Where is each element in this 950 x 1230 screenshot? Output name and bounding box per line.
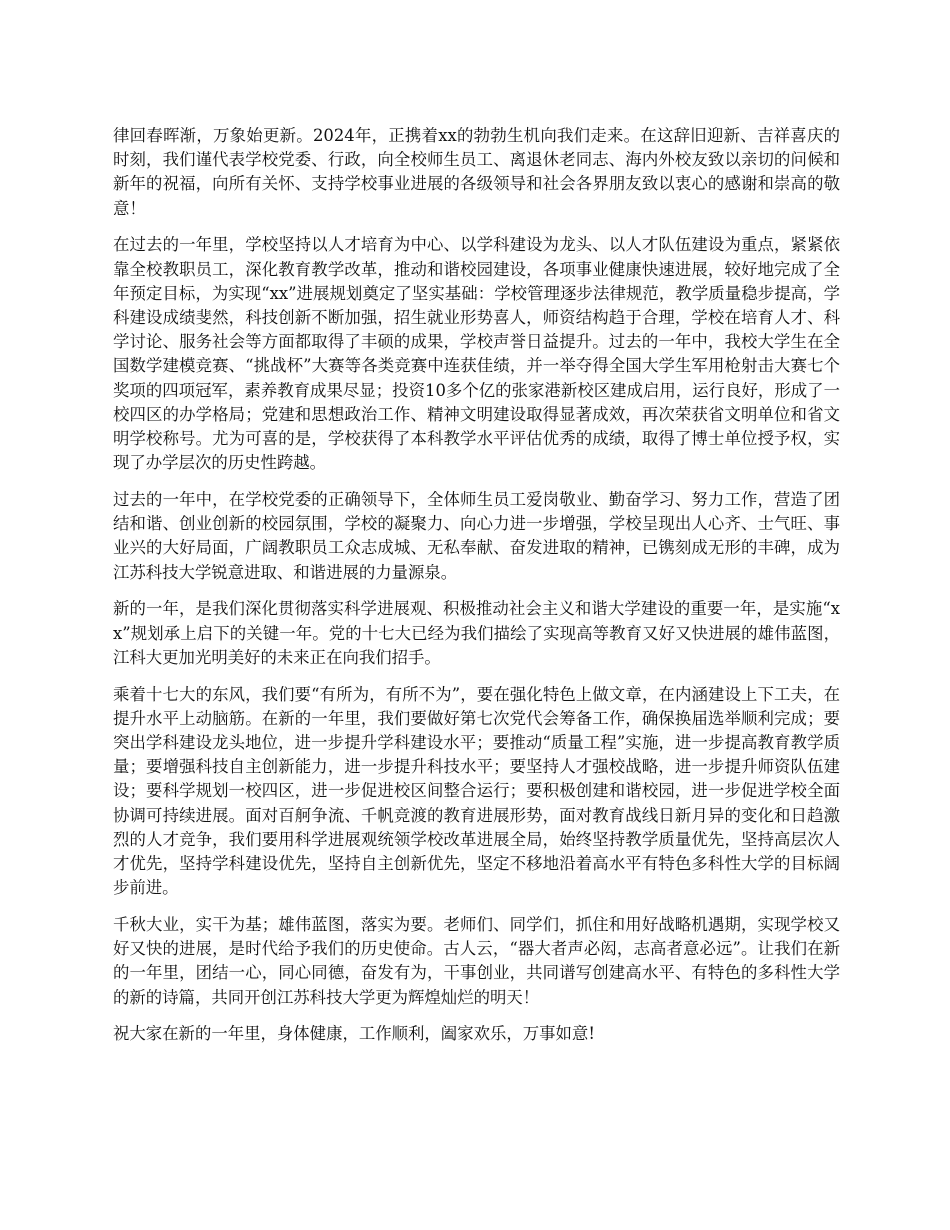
paragraph-past-year-achievements: 在过去的一年里，学校坚持以人才培育为中心、以学科建设为龙头、以人才队伍建设为重点，紧紧依靠全校教职员工，深化教育教学改革，推动和谐校园建设，各项事业健康快速进展，较好地完成了全年预定目标，为实现“xx”进展规划奠定了坚实基础：学校管理逐步法律规范，教学质量稳步提高，学科建设成绩斐然，科技创新不断加强，招生就业形势喜人，师资结构趋于合理，学校在培育人才、科学讨论、服务社会等方面都取得了丰硕的成果，学校声誉日益提升。过去的一年中，我校大学生在全国数学建模竞赛、“挑战杯”大赛等各类竞赛中连获佳绩，并一举夺得全国大学生军用枪射击大赛七个奖项的四项冠军，素养教育成果尽显；投资10多个亿的张家港新校区建成启用，运行良好，形成了一校四区的办学格局；党建和思想政治工作、精神文明建设取得显著成效，再次荣获省文明单位和省文明学校称号。尤为可喜的是，学校获得了本科教学水平评估优秀的成绩，取得了博士单位授予权，实现了办学层次的历史性跨越。 [113, 235, 840, 473]
paragraph-new-year: 新的一年，是我们深化贯彻落实科学进展观、积极推动社会主义和谐大学建设的重要一年，是实施“xx”规划承上启下的关键一年。党的十七大已经为我们描绘了实现高等教育又好又快进展的雄伟蓝图，江科大更加光明美好的未来正在向我们招手。 [113, 599, 840, 667]
paragraph-closing-wishes: 祝大家在新的一年里，身体健康，工作顺利，阖家欢乐，万事如意! [113, 1024, 595, 1044]
paragraph-past-year-leadership: 过去的一年中，在学校党委的正确领导下，全体师生员工爱岗敬业、勤奋学习、努力工作，营造了团结和谐、创业创新的校园氛围，学校的凝聚力、向心力进一步增强，学校呈现出人心齐、士气旺、事业兴的大好局面，广阔教职员工众志成城、无私奉献、奋发进取的精神，已镌刻成无形的丰碑，成为江苏科技大学锐意进取、和谐进展的力量源泉。 [113, 490, 840, 582]
paragraph-greeting: 律回春晖渐，万象始更新。2024年，正携着xx的勃勃生机向我们走来。在这辞旧迎新、吉祥喜庆的时刻，我们谨代表学校党委、行政，向全校师生员工、离退休老同志、海内外校友致以亲切的问候和新年的祝福，向所有关怀、支持学校事业进展的各级领导和社会各界朋友致以衷心的感谢和崇高的敬意！ [113, 126, 840, 218]
paragraph-tasks: 乘着十七大的东风，我们要“有所为，有所不为”，要在强化特色上做文章，在内涵建设上下工夫，在提升水平上动脑筋。在新的一年里，我们要做好第七次党代会筹备工作，确保换届选举顺利完成；要突出学科建设龙头地位，进一步提升学科建设水平；要推动“质量工程”实施，进一步提高教育教学质量；要增强科技自主创新能力，进一步提升科技水平；要坚持人才强校战略，进一步提升师资队伍建设；要科学规划一校四区，进一步促进校区间整合运行；要积极创建和谐校园，进一步促进学校全面协调可持续进展。面对百舸争流、千帆竞渡的教育进展形势，面对教育战线日新月异的变化和日趋激烈的人才竞争，我们要用科学进展观统领学校改革进展全局，始终坚持教学质量优先，坚持高层次人才优先，坚持学科建设优先，坚持自主创新优先，坚定不移地沿着高水平有特色多科性大学的目标阔步前进。 [113, 684, 840, 898]
document-body [113, 124, 840, 1059]
paragraph-call-to-action: 千秋大业，实干为基；雄伟蓝图，落实为要。老师们、同学们，抓住和用好战略机遇期，实现学校又好又快的进展，是时代给予我们的历史使命。古人云，“器大者声必闳，志高者意必远”。让我们在新的一年里，团结一心，同心同德，奋发有为，干事创业，共同谱写创建高水平、有特色的多科性大学的新的诗篇，共同开创江苏科技大学更为辉煌灿烂的明天！ [113, 915, 840, 1007]
